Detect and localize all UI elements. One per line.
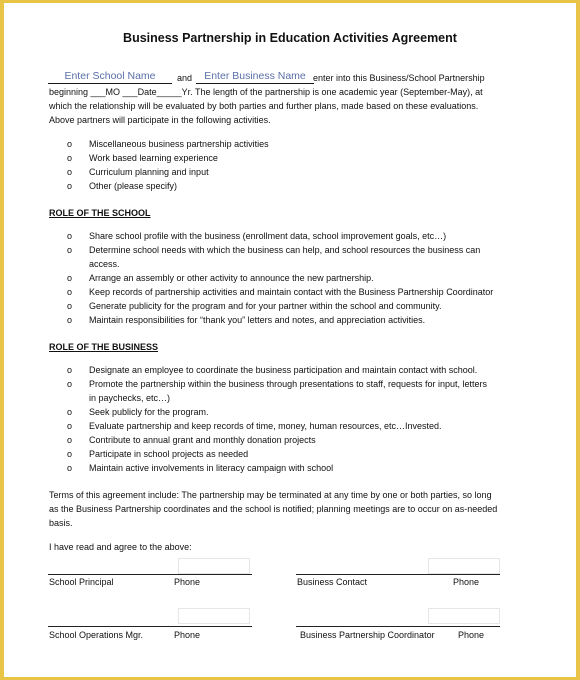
agreement-page — [4, 3, 576, 677]
principal-signature-line[interactable] — [48, 574, 252, 575]
agree-statement: I have read and agree to the above: — [49, 542, 192, 552]
contact-phone-box[interactable] — [428, 558, 500, 574]
list-item: o Generate publicity for the program and for your partner within the school and community. — [67, 301, 442, 311]
bullet-icon: o — [67, 287, 73, 297]
contact-phone-label: Phone — [453, 577, 480, 587]
terms-line1: Terms of this agreement include: The partnership may be terminated at any time by one or both parties, so long — [49, 490, 492, 500]
principal-label: School Principal — [49, 577, 114, 587]
list-item: o Determine school needs with which the business can help, and school resources the business can — [67, 245, 481, 255]
bullet-icon: o — [67, 181, 73, 191]
bullet-icon: o — [67, 407, 73, 417]
list-item-continuation: in paychecks, etc…) — [89, 393, 171, 403]
bullet-icon: o — [67, 153, 73, 163]
principal-phone-label: Phone — [174, 577, 201, 587]
list-item: o Work based learning experience — [67, 153, 218, 163]
bullet-icon: o — [67, 435, 73, 445]
bullet-icon: o — [67, 315, 73, 325]
coordinator-phone-label: Phone — [458, 630, 485, 640]
list-item: o Miscellaneous business partnership activities — [67, 139, 269, 149]
list-item: o Keep records of partnership activities and maintain contact with the Business Partnership Coordinator — [67, 287, 494, 297]
terms-line2: as the Business Partnership coordinates and the school is notified; planning meetings are to occur on as-needed — [49, 504, 498, 514]
bullet-icon: o — [67, 379, 73, 389]
coordinator-phone-box[interactable] — [428, 608, 500, 624]
terms-line3: basis. — [49, 518, 73, 528]
bullet-icon: o — [67, 463, 73, 473]
list-item: o Promote the partnership within the business through presentations to staff, requests for input, letters — [67, 379, 488, 389]
school-role-list — [53, 229, 493, 327]
bullet-icon: o — [67, 245, 73, 255]
bullet-icon: o — [67, 449, 73, 459]
list-item: o Arrange an assembly or other activity to announce the new partnership. — [67, 273, 374, 283]
list-item: o Other (please specify) — [67, 181, 178, 191]
document-title: Business Partnership in Education Activities Agreement — [123, 31, 457, 45]
bullet-icon: o — [67, 365, 73, 375]
school-name-field[interactable]: Enter School Name — [48, 69, 172, 84]
bullet-icon: o — [67, 301, 73, 311]
list-item: o Share school profile with the business (enrollment data, school improvement goals, etc…) — [67, 231, 447, 241]
list-item: o Evaluate partnership and keep records of time, money, human resources, etc…Invested. — [67, 421, 442, 431]
bullet-icon: o — [67, 273, 73, 283]
list-item: o Contribute to annual grant and monthly donation projects — [67, 435, 316, 445]
business-name-field[interactable]: Enter Business Name — [196, 69, 314, 84]
intro-line4: Above partners will participate in the following activities. — [49, 115, 271, 125]
operations-phone-label: Phone — [174, 630, 201, 640]
contact-signature-line[interactable] — [296, 574, 500, 575]
coordinator-label: Business Partnership Coordinator — [300, 630, 435, 640]
list-item: o Maintain active involvements in literacy campaign with school — [67, 463, 334, 473]
intro-line1-tail: enter into this Business/School Partnership — [313, 73, 485, 83]
bullet-icon: o — [67, 231, 73, 241]
list-item: o Participate in school projects as needed — [67, 449, 249, 459]
list-item: o Designate an employee to coordinate the business participation and maintain contact with school. — [67, 365, 478, 375]
bullet-icon: o — [67, 167, 73, 177]
business-role-list — [53, 363, 487, 475]
activities-list — [53, 137, 269, 193]
operations-label: School Operations Mgr. — [49, 630, 144, 640]
intro-and: and — [177, 73, 193, 83]
contact-label: Business Contact — [297, 577, 368, 587]
school-role-heading: ROLE OF THE SCHOOL — [49, 208, 151, 218]
intro-line2: beginning ___MO ___Date_____Yr. The length of the partnership is one academic year (September-May), at — [49, 87, 483, 97]
list-item: o Maintain responsibilities for “thank you” letters and notes, and appreciation activities. — [67, 315, 426, 325]
operations-signature-line[interactable] — [48, 626, 252, 627]
operations-phone-box[interactable] — [178, 608, 250, 624]
list-item: o Curriculum planning and input — [67, 167, 209, 177]
list-item-continuation: access. — [89, 259, 120, 269]
business-role-heading: ROLE OF THE BUSINESS — [49, 342, 159, 352]
list-item: o Seek publicly for the program. — [67, 407, 209, 417]
intro-line3: which the relationship will be evaluated by both parties and further plans, made based on these evaluations. — [49, 101, 479, 111]
coordinator-signature-line[interactable] — [296, 626, 500, 627]
principal-phone-box[interactable] — [178, 558, 250, 574]
bullet-icon: o — [67, 139, 73, 149]
bullet-icon: o — [67, 421, 73, 431]
